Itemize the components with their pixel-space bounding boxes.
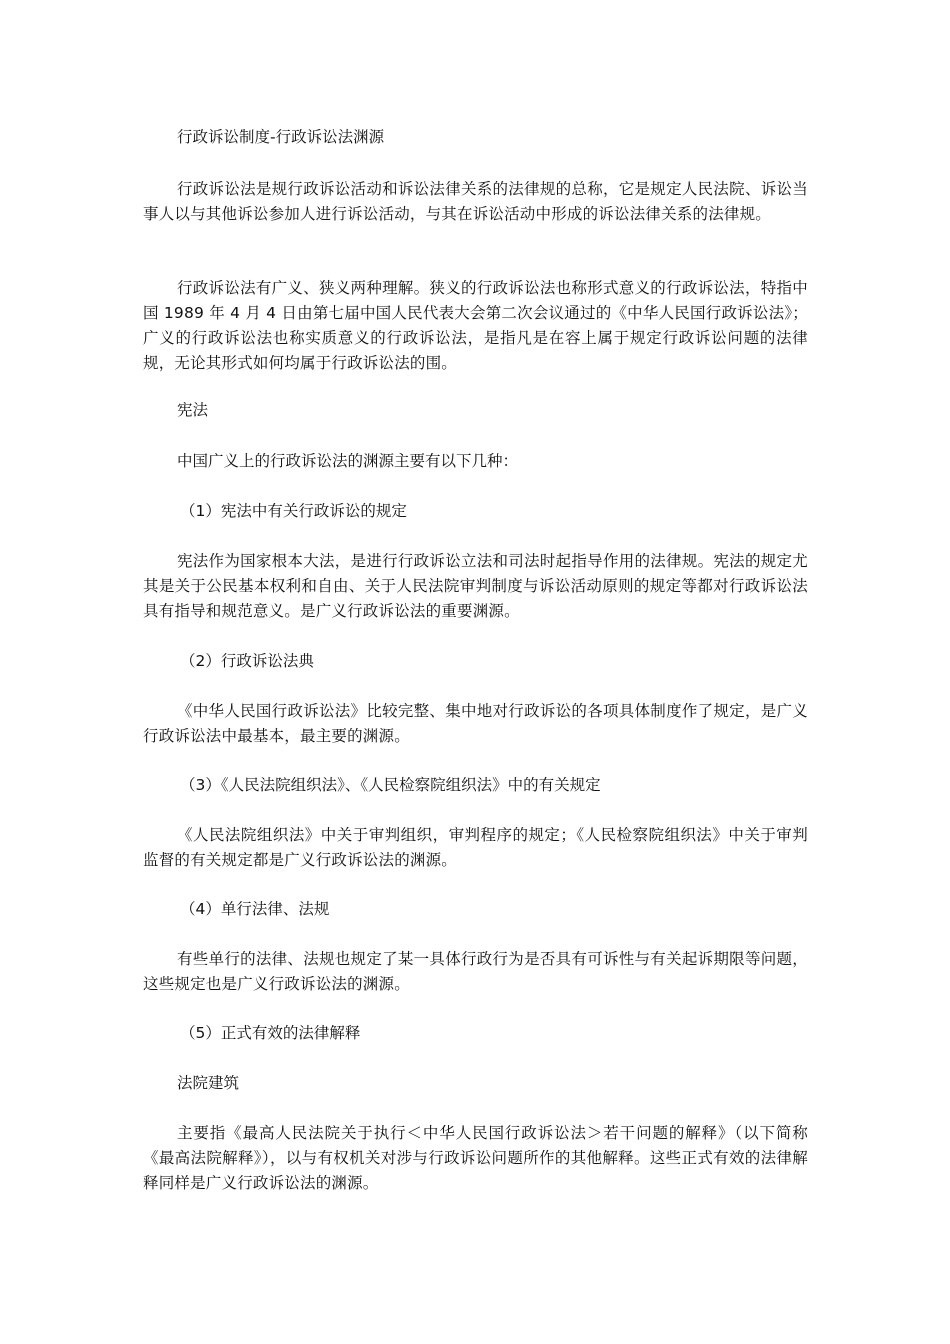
- section-heading-constitution: 宪法: [177, 401, 209, 419]
- paragraph-definition: 行政诉讼法是规行政诉讼活动和诉讼法律关系的法律规的总称，它是规定人民法院、诉讼当事人以与其他诉讼参加人进行诉讼活动，与其在诉讼活动中形成的诉讼法律关系的法律规。: [143, 180, 808, 223]
- item-3-title: （3）《人民法院组织法》、《人民检察院组织法》中的有关规定: [180, 776, 601, 794]
- item-5-title: （5）正式有效的法律解释: [180, 1024, 361, 1042]
- paragraph-sources-intro: 中国广义上的行政诉讼法的渊源主要有以下几种：: [177, 452, 519, 470]
- item-4-title: （4）单行法律、法规: [180, 900, 330, 918]
- item-4-body: 有些单行的法律、法规也规定了某一具体行政行为是否具有可诉性与有关起诉期限等问题，这些规定也是广义行政诉讼法的渊源。: [143, 950, 808, 993]
- item-1-body: 宪法作为国家根本大法，是进行行政诉讼立法和司法时起指导作用的法律规。宪法的规定尤其是关于公民基本权利和自由、关于人民法院审判制度与诉讼活动原则的规定等都对行政诉讼法具有指导和规范意义。是广义行政诉讼法的重要渊源。: [143, 552, 808, 620]
- item-3-body: 《人民法院组织法》中关于审判组织，审判程序的规定；《人民检察院组织法》中关于审判监督的有关规定都是广义行政诉讼法的渊源。: [143, 826, 808, 869]
- item-2-title: （2）行政诉讼法典: [180, 652, 314, 670]
- document-title: 行政诉讼制度-行政诉讼法渊源: [177, 128, 385, 146]
- item-2-body: 《中华人民国行政诉讼法》比较完整、集中地对行政诉讼的各项具体制度作了规定，是广义行政诉讼法中最基本，最主要的渊源。: [143, 702, 808, 745]
- section-heading-court: 法院建筑: [177, 1074, 240, 1092]
- item-1-title: （1）宪法中有关行政诉讼的规定: [180, 502, 407, 520]
- item-5-body: 主要指《最高人民法院关于执行＜中华人民国行政诉讼法＞若干问题的解释》（以下简称《最高法院解释》），以与有权机关对涉与行政诉讼问题所作的其他解释。这些正式有效的法律解释同样是广义行政诉讼法的渊源。: [143, 1124, 808, 1192]
- paragraph-broad-narrow: 行政诉讼法有广义、狭义两种理解。狭义的行政诉讼法也称形式意义的行政诉讼法，特指中国 1989 年 4 月 4 日由第七届中国人民代表大会第二次会议通过的《中华人民国行政诉讼法》；广义的行政诉讼法也称实质意义的行政诉讼法，是指凡是在容上属于规定行政诉讼问题的法律规，无论其形式如何均属于行政诉讼法的围。: [143, 279, 808, 372]
